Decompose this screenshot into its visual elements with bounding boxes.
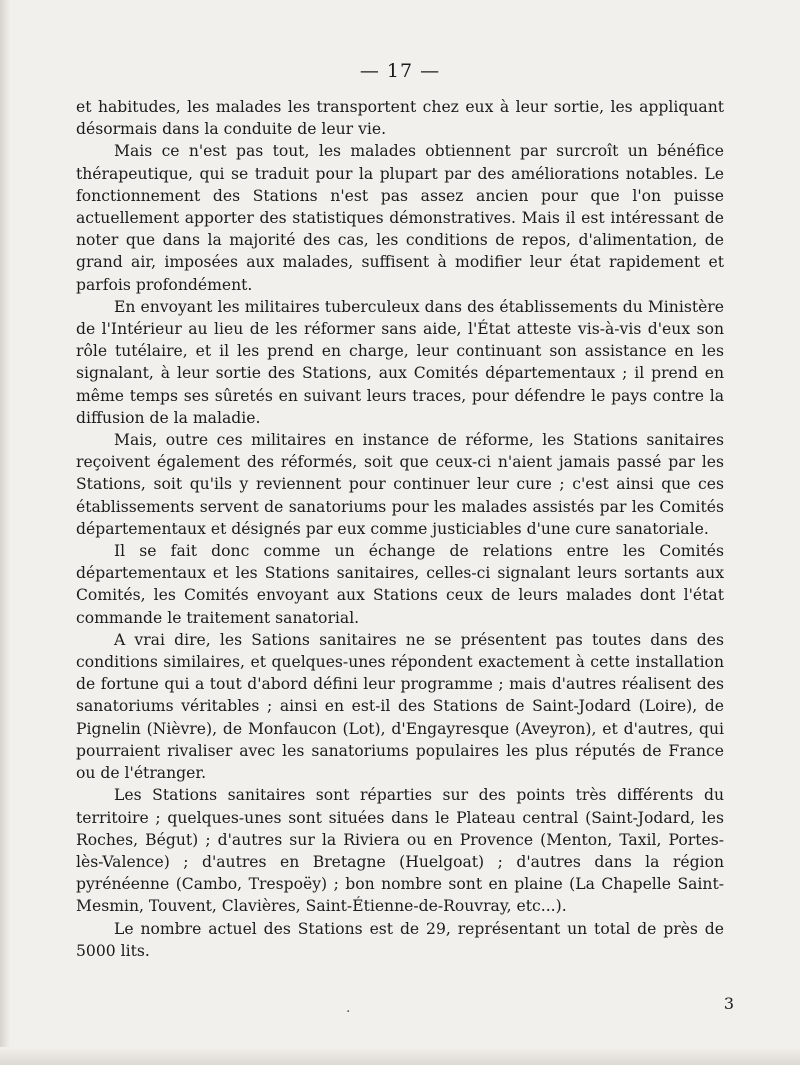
page-number: — 17 — (359, 60, 441, 82)
body-text (76, 96, 724, 962)
paragraph-4: Mais, outre ces militaires en instance de réforme, les Stations sanitaires reçoivent également des réformés, soit que ceux-ci n'aient jamais passé par les Stations, soit qu'ils y reviennent pour continuer leur cure ; c'est ainsi que ces établissements servent de sanatoriums pour les malades assistés par les Comités départementaux et désignés par eux comme justiciables d'une cure sanatoriale. (76, 431, 724, 538)
page-bottom-edge (0, 1047, 800, 1065)
paragraph-7: Les Stations sanitaires sont réparties sur des points très différents du territoire ; quelques-unes sont situées dans le Plateau central (Saint-Jodard, les Roches, Bégut) ; d'autres sur la Riviera ou en Provence (Menton, Taxil, Portes-lès-Valence) ; d'autres en Bretagne (Huelgoat) ; d'autres dans la région pyrénéenne (Cambo, Trespoëy) ; bon nombre sont en plaine (La Chapelle Saint-Mesmin, Touvent, Clavières, Saint-Étienne-de-Rouvray, etc...). (76, 786, 724, 916)
paragraph-1: et habitudes, les malades les transportent chez eux à leur sortie, les appliquant désormais dans la conduite de leur vie. (76, 98, 724, 139)
signature-mark: 3 (723, 994, 734, 1013)
paragraph-8: Le nombre actuel des Stations est de 29, représentant un total de près de 5000 lits. (76, 919, 724, 960)
paragraph-6: A vrai dire, les Sations sanitaires ne se présentent pas toutes dans des conditions similaires, et quelques-unes répondent exactement à cette installation de fortune qui a tout d'abord défini leur programme ; mais d'autres réalisent des sanatoriums véritables ; ainsi en est-il des Stations de Saint-Jodard (Loire), de Pignelin (Nièvre), de Monfaucon (Lot), d'Engayresque (Aveyron), et d'autres, qui pourraient rivaliser avec les sanatoriums populaires les plus réputés de France ou de l'étranger. (76, 630, 724, 783)
footer-dot: . (346, 1000, 351, 1016)
paragraph-2: Mais ce n'est pas tout, les malades obtiennent par surcroît un bénéfice thérapeutique, qui se traduit pour la plupart par des améliorations notables. Le fonctionnement des Stations n'est pas assez ancien pour que l'on puisse actuellement apporter des statistiques démonstratives. Mais il est intéressant de noter que dans la majorité des cas, les conditions de repos, d'alimentation, de grand air, imposées aux malades, suffisent à modifier leur état rapidement et parfois profondément. (76, 142, 724, 294)
paragraph-3: En envoyant les militaires tuberculeux dans des établissements du Ministère de l'Intérieur au lieu de les réformer sans aide, l'État atteste vis-à-vis d'eux son rôle tutélaire, et il les prend en charge, leur continuant son assistance en les signalant, à leur sortie des Stations, aux Comités départementaux ; il prend en même temps ses sûretés en suivant leurs traces, pour défendre le pays contre la diffusion de la maladie. (76, 297, 724, 427)
page-left-edge (0, 0, 10, 1065)
paragraph-5: Il se fait donc comme un échange de relations entre les Comités départementaux et les Stations sanitaires, celles-ci signalant leurs sortants aux Comités, les Comités envoyant aux Stations ceux de leurs malades dont l'état commande le traitement sanatorial. (76, 542, 724, 627)
